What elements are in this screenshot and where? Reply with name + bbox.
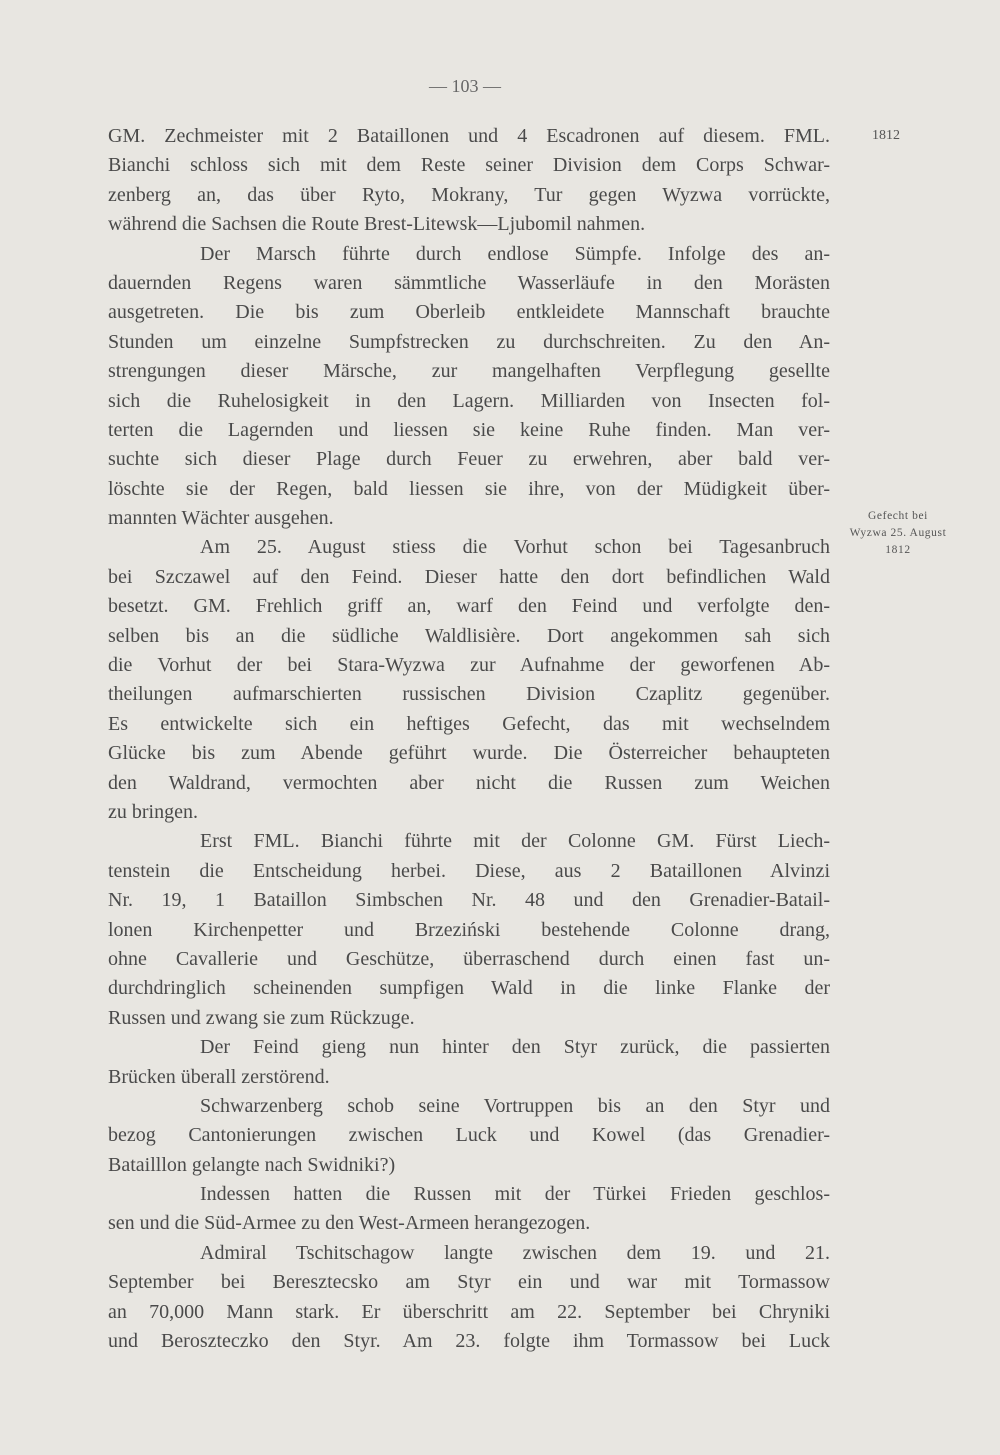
margin-year-note: 1812 (872, 128, 900, 143)
text-line: strengungen dieser Märsche, zur mangelhaften Verpflegung gesellte (108, 360, 830, 383)
page-number: — 103 — (429, 76, 501, 96)
text-line: Es entwickelte sich ein heftiges Gefecht, das mit wechselndem (108, 712, 830, 735)
text-line: und Beroszteczko den Styr. Am 23. folgte ihm Tormassow bei Luck (108, 1330, 830, 1353)
text-line: Am 25. August stiess die Vorhut schon bei Tagesanbruch (200, 536, 830, 559)
text-line: löschte sie der Regen, bald liessen sie ihre, von der Müdigkeit über- (108, 477, 830, 500)
text-line: Glücke bis zum Abende geführt wurde. Die Österreicher behaupteten (108, 742, 830, 765)
text-line: selben bis an die südliche Waldlisière. Dort angekommen sah sich (108, 624, 830, 647)
text-line: besetzt. GM. Frehlich griff an, warf den Feind und verfolgte den- (108, 595, 830, 618)
margin-battle-note (832, 508, 964, 559)
text-line: Der Marsch führte durch endlose Sümpfe. Infolge des an- (200, 242, 830, 265)
margin-note-line: 1812 (885, 544, 911, 556)
text-line: Russen und zwang sie zum Rückzuge. (108, 1006, 415, 1029)
text-line: an 70,000 Mann stark. Er überschritt am 22. September bei Chryniki (108, 1300, 830, 1323)
text-line: terten die Lagernden und liessen sie keine Ruhe finden. Man ver- (108, 418, 830, 441)
text-line: den Waldrand, vermochten aber nicht die Russen zum Weichen (108, 771, 830, 794)
text-line: tenstein die Entscheidung herbei. Diese, aus 2 Bataillonen Alvinzi (108, 859, 830, 882)
text-line: bezog Cantonierungen zwischen Luck und Kowel (das Grenadier- (108, 1124, 830, 1147)
text-line: Stunden um einzelne Sumpfstrecken zu durchschreiten. Zu den An- (108, 330, 830, 353)
text-line: Brücken überall zerstörend. (108, 1065, 330, 1088)
margin-note-line: Wyzwa 25. August (849, 527, 947, 539)
text-line: Bianchi schloss sich mit dem Reste seiner Division dem Corps Schwar- (108, 154, 830, 177)
text-line: die Vorhut der bei Stara-Wyzwa zur Aufnahme der geworfenen Ab- (108, 654, 830, 677)
text-line: lonen Kirchenpetter und Brzeziński bestehende Colonne drang, (108, 918, 830, 941)
text-line: Admiral Tschitschagow langte zwischen dem 19. und 21. (200, 1241, 830, 1264)
text-line: theilungen aufmarschierten russischen Division Czaplitz gegenüber. (108, 683, 830, 706)
margin-note-line: Gefecht bei (868, 510, 928, 522)
text-line: ohne Cavallerie und Geschütze, überraschend durch einen fast un- (108, 947, 830, 970)
text-line: GM. Zechmeister mit 2 Bataillonen und 4 Escadronen auf diesem. FML. (108, 125, 830, 147)
text-line: durchdringlich scheinenden sumpfigen Wald in die linke Flanke der (108, 977, 830, 1000)
text-line: Schwarzenberg schob seine Vortruppen bis an den Styr und (200, 1094, 830, 1117)
text-line: Der Feind gieng nun hinter den Styr zurück, die passierten (200, 1036, 830, 1059)
text-line: dauernden Regens waren sämmtliche Wasserläufe in den Morästen (108, 271, 830, 294)
text-line: bei Szczawel auf den Feind. Dieser hatte den dort befindlichen Wald (108, 565, 830, 588)
text-line: suchte sich dieser Plage durch Feuer zu erwehren, aber bald ver- (108, 448, 830, 471)
text-line: ausgetreten. Die bis zum Oberleib entkleidete Mannschaft brauchte (108, 301, 830, 324)
text-line: sen und die Süd-Armee zu den West-Armeen herangezogen. (108, 1212, 591, 1235)
text-line: Indessen hatten die Russen mit der Türkei Frieden geschlos- (200, 1183, 830, 1206)
text-line: Batailllon gelangte nach Swidniki?) (108, 1153, 396, 1176)
text-line: mannten Wächter ausgehen. (108, 507, 334, 530)
text-line: sich die Ruhelosigkeit in den Lagern. Milliarden von Insecten fol- (108, 389, 830, 412)
text-line: zenberg an, das über Ryto, Mokrany, Tur gegen Wyzwa vorrückte, (108, 183, 830, 206)
body-text (108, 122, 830, 1356)
text-line: zu bringen. (108, 800, 198, 823)
text-line: während die Sachsen die Route Brest-Litewsk—Ljubomil nahmen. (108, 213, 646, 236)
text-line: Nr. 19, 1 Bataillon Simbschen Nr. 48 und den Grenadier-Batail- (108, 889, 830, 912)
text-line: September bei Beresztecsko am Styr ein und war mit Tormassow (108, 1271, 830, 1294)
text-line: Erst FML. Bianchi führte mit der Colonne GM. Fürst Liech- (200, 830, 830, 853)
